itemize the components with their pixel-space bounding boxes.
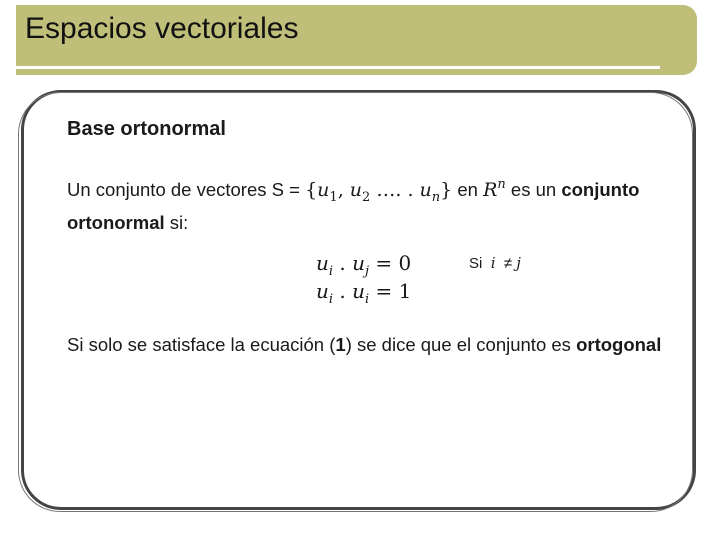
set-sub-1: 1	[329, 190, 338, 205]
section-heading: Base ortonormal	[67, 118, 226, 140]
set-vector-u2: u	[349, 179, 363, 201]
space-exponent-n: n	[497, 177, 506, 192]
definition-bold-phrase: conjunto ortonormal	[67, 179, 640, 233]
definition-en: en	[452, 179, 484, 200]
definition-intro: Un conjunto de vectores S =	[67, 179, 306, 200]
set-sub-n: n	[431, 190, 441, 205]
set-open-brace: {	[305, 179, 318, 201]
definition-es-un: es un	[505, 179, 562, 200]
equation-1	[316, 251, 411, 279]
equation-1-condition	[469, 254, 521, 272]
set-comma: ,	[337, 179, 350, 201]
eq2-left-var: u	[316, 279, 329, 303]
equation-2	[316, 279, 411, 307]
note-text-before: Si solo se satisface la ecuación (	[67, 334, 336, 355]
eq1-right-var: u	[352, 251, 366, 275]
eq1-dot: .	[333, 251, 353, 275]
note-text-middle: ) se dice que el conjunto es	[345, 334, 577, 355]
space-R: R	[483, 179, 498, 201]
definition-si: si:	[164, 212, 189, 233]
condition-neq: ≠	[503, 255, 513, 272]
set-sub-2: 2	[362, 190, 371, 205]
set-expression	[305, 179, 453, 205]
condition-j: j	[516, 254, 521, 272]
eq1-right-sub: j	[365, 264, 370, 279]
set-ellipsis: …. .	[370, 179, 420, 201]
definition-paragraph	[67, 172, 665, 235]
condition-i: i	[490, 254, 496, 272]
eq2-right-var: u	[352, 279, 366, 303]
title-underline	[16, 66, 660, 69]
eq1-left-var: u	[316, 251, 329, 275]
eq2-dot: .	[333, 279, 353, 303]
eq1-left-sub: i	[328, 264, 334, 279]
slide-title: Espacios vectoriales	[25, 12, 299, 45]
orthogonal-note	[67, 332, 665, 357]
set-close-brace: }	[440, 179, 453, 201]
eq2-rhs: = 1	[369, 279, 412, 303]
set-vector-u1: u	[317, 179, 330, 201]
condition-si: Si	[469, 255, 483, 272]
eq2-right-sub: i	[365, 292, 370, 307]
eq2-left-sub: i	[328, 292, 334, 307]
set-vector-un: u	[419, 179, 432, 201]
note-equation-number: 1	[335, 334, 346, 355]
eq1-rhs: = 0	[369, 251, 412, 275]
note-bold-word: ortogonal	[576, 334, 662, 355]
